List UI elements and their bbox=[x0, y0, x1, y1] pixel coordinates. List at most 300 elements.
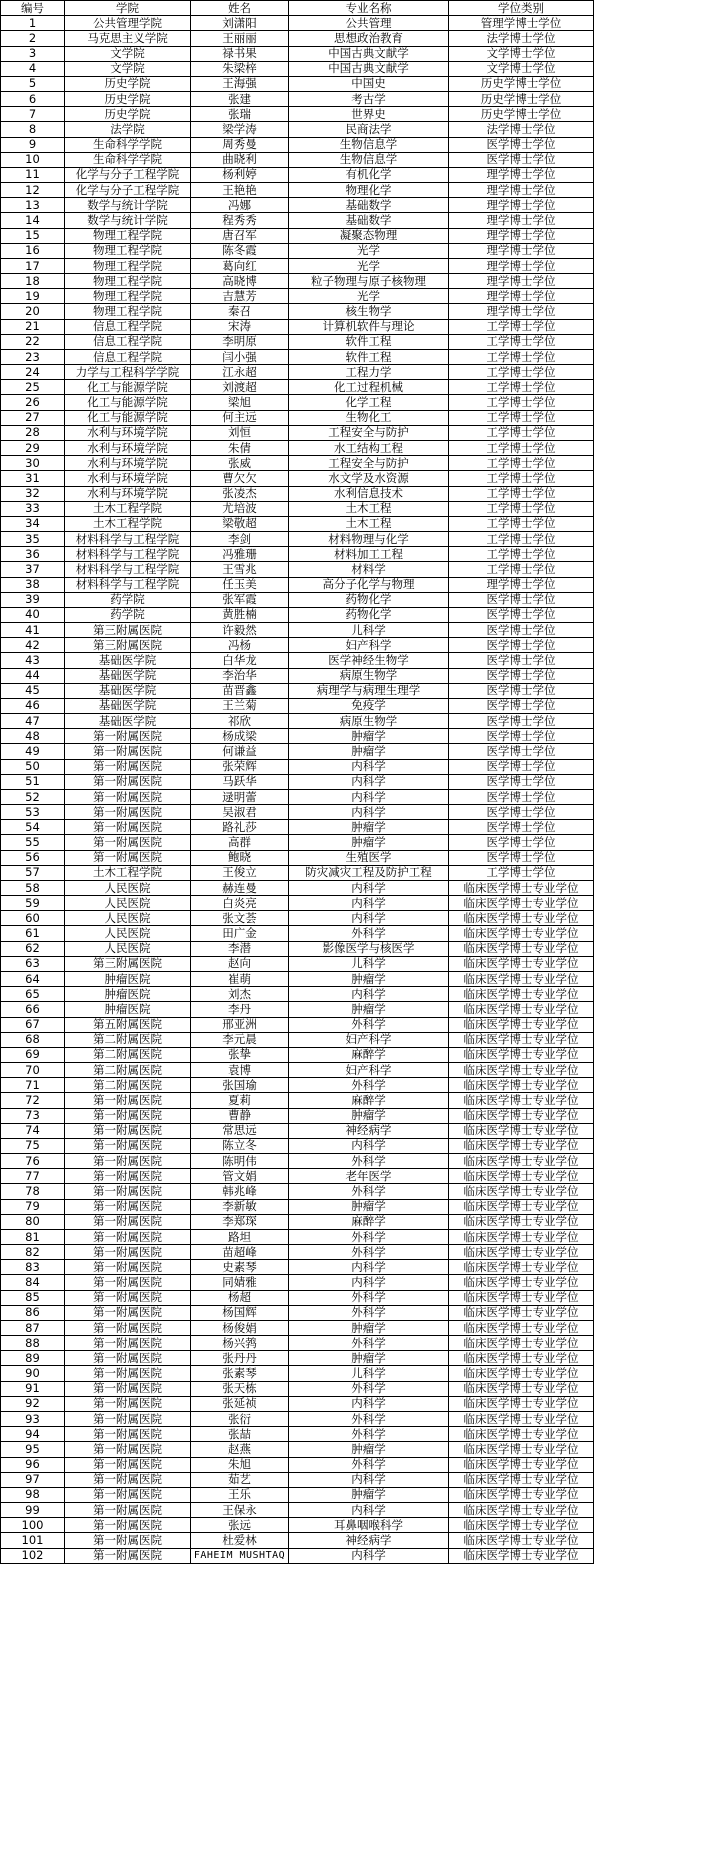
cell-degree-type: 工学博士学位 bbox=[449, 532, 594, 547]
cell-number: 33 bbox=[1, 501, 65, 516]
cell-major: 内科学 bbox=[289, 759, 449, 774]
cell-major: 高分子化学与物理 bbox=[289, 577, 449, 592]
cell-name: 朱梁梓 bbox=[191, 61, 289, 76]
table-row bbox=[1, 1290, 594, 1305]
table-row bbox=[1, 1138, 594, 1153]
cell-school: 第一附属医院 bbox=[65, 1351, 191, 1366]
cell-school: 第一附属医院 bbox=[65, 1396, 191, 1411]
cell-degree-type: 理学博士学位 bbox=[449, 213, 594, 228]
table-row bbox=[1, 107, 594, 122]
cell-degree-type: 临床医学博士专业学位 bbox=[449, 1154, 594, 1169]
cell-degree-type: 工学博士学位 bbox=[449, 456, 594, 471]
cell-degree-type: 文学博士学位 bbox=[449, 61, 594, 76]
table-body bbox=[1, 16, 594, 1564]
cell-school: 第一附属医院 bbox=[65, 744, 191, 759]
cell-name: 路坦 bbox=[191, 1229, 289, 1244]
cell-number: 31 bbox=[1, 471, 65, 486]
cell-name: 张军霞 bbox=[191, 592, 289, 607]
cell-major: 肿瘤学 bbox=[289, 1442, 449, 1457]
cell-degree-type: 工学博士学位 bbox=[449, 334, 594, 349]
cell-name: 刘恒 bbox=[191, 425, 289, 440]
cell-major: 病理学与病理生理学 bbox=[289, 683, 449, 698]
table-row bbox=[1, 380, 594, 395]
table-row bbox=[1, 698, 594, 713]
cell-school: 第一附属医院 bbox=[65, 820, 191, 835]
cell-degree-type: 理学博士学位 bbox=[449, 243, 594, 258]
cell-major: 肿瘤学 bbox=[289, 1320, 449, 1335]
cell-number: 36 bbox=[1, 547, 65, 562]
cell-school: 基础医学院 bbox=[65, 683, 191, 698]
cell-school: 第一附属医院 bbox=[65, 1320, 191, 1335]
cell-number: 65 bbox=[1, 987, 65, 1002]
cell-school: 生命科学学院 bbox=[65, 152, 191, 167]
cell-degree-type: 医学博士学位 bbox=[449, 789, 594, 804]
cell-name: 王雪兆 bbox=[191, 562, 289, 577]
cell-degree-type: 管理学博士学位 bbox=[449, 16, 594, 31]
cell-school: 物理工程学院 bbox=[65, 304, 191, 319]
cell-degree-type: 临床医学博士专业学位 bbox=[449, 1229, 594, 1244]
cell-number: 92 bbox=[1, 1396, 65, 1411]
cell-degree-type: 临床医学博士专业学位 bbox=[449, 1351, 594, 1366]
cell-name: 张凌杰 bbox=[191, 486, 289, 501]
table-row bbox=[1, 926, 594, 941]
cell-number: 19 bbox=[1, 289, 65, 304]
table-row bbox=[1, 501, 594, 516]
cell-degree-type: 临床医学博士专业学位 bbox=[449, 1199, 594, 1214]
cell-name: 程秀秀 bbox=[191, 213, 289, 228]
cell-degree-type: 医学博士学位 bbox=[449, 607, 594, 622]
cell-degree-type: 工学博士学位 bbox=[449, 562, 594, 577]
cell-number: 95 bbox=[1, 1442, 65, 1457]
table-row bbox=[1, 683, 594, 698]
table-row bbox=[1, 1123, 594, 1138]
cell-number: 91 bbox=[1, 1381, 65, 1396]
cell-major: 中国史 bbox=[289, 76, 449, 91]
table-row bbox=[1, 1093, 594, 1108]
cell-degree-type: 临床医学博士专业学位 bbox=[449, 956, 594, 971]
table-row bbox=[1, 319, 594, 334]
cell-number: 7 bbox=[1, 107, 65, 122]
cell-school: 化学与分子工程学院 bbox=[65, 183, 191, 198]
cell-degree-type: 工学博士学位 bbox=[449, 865, 594, 880]
table-row bbox=[1, 1169, 594, 1184]
table-row bbox=[1, 349, 594, 364]
cell-degree-type: 理学博士学位 bbox=[449, 258, 594, 273]
cell-major: 免疫学 bbox=[289, 698, 449, 713]
cell-name: 杨利婷 bbox=[191, 167, 289, 182]
cell-degree-type: 工学博士学位 bbox=[449, 440, 594, 455]
cell-school: 材料科学与工程学院 bbox=[65, 547, 191, 562]
cell-major: 儿科学 bbox=[289, 1366, 449, 1381]
cell-name: 赫连曼 bbox=[191, 880, 289, 895]
cell-major: 内科学 bbox=[289, 880, 449, 895]
cell-name: 张建 bbox=[191, 92, 289, 107]
cell-number: 34 bbox=[1, 516, 65, 531]
cell-name: 逯明蕾 bbox=[191, 789, 289, 804]
cell-name: 李明原 bbox=[191, 334, 289, 349]
cell-name: 管文娟 bbox=[191, 1169, 289, 1184]
cell-school: 人民医院 bbox=[65, 911, 191, 926]
cell-major: 生物信息学 bbox=[289, 152, 449, 167]
cell-school: 历史学院 bbox=[65, 76, 191, 91]
header-name: 姓名 bbox=[191, 1, 289, 16]
cell-major: 外科学 bbox=[289, 1457, 449, 1472]
cell-degree-type: 临床医学博士专业学位 bbox=[449, 880, 594, 895]
table-row bbox=[1, 714, 594, 729]
table-row bbox=[1, 1154, 594, 1169]
cell-major: 水利信息技术 bbox=[289, 486, 449, 501]
table-row bbox=[1, 274, 594, 289]
cell-degree-type: 临床医学博士专业学位 bbox=[449, 1457, 594, 1472]
cell-major: 材料学 bbox=[289, 562, 449, 577]
cell-name: 祁欣 bbox=[191, 714, 289, 729]
cell-number: 60 bbox=[1, 911, 65, 926]
cell-school: 人民医院 bbox=[65, 941, 191, 956]
cell-name: 张喆 bbox=[191, 1427, 289, 1442]
cell-number: 68 bbox=[1, 1032, 65, 1047]
cell-school: 第一附属医院 bbox=[65, 1457, 191, 1472]
cell-number: 55 bbox=[1, 835, 65, 850]
cell-degree-type: 理学博士学位 bbox=[449, 274, 594, 289]
cell-degree-type: 临床医学博士专业学位 bbox=[449, 1260, 594, 1275]
cell-number: 52 bbox=[1, 789, 65, 804]
cell-degree-type: 临床医学博士专业学位 bbox=[449, 896, 594, 911]
cell-name: 苗晋鑫 bbox=[191, 683, 289, 698]
cell-school: 第一附属医院 bbox=[65, 1138, 191, 1153]
cell-school: 历史学院 bbox=[65, 107, 191, 122]
cell-major: 工程力学 bbox=[289, 365, 449, 380]
cell-number: 15 bbox=[1, 228, 65, 243]
cell-school: 公共管理学院 bbox=[65, 16, 191, 31]
cell-school: 土木工程学院 bbox=[65, 865, 191, 880]
cell-degree-type: 医学博士学位 bbox=[449, 820, 594, 835]
cell-name: 常思远 bbox=[191, 1123, 289, 1138]
cell-school: 第二附属医院 bbox=[65, 1078, 191, 1093]
table-row bbox=[1, 228, 594, 243]
cell-name: 葛向红 bbox=[191, 258, 289, 273]
cell-degree-type: 医学博士学位 bbox=[449, 698, 594, 713]
cell-school: 第一附属医院 bbox=[65, 1093, 191, 1108]
table-row bbox=[1, 972, 594, 987]
cell-number: 9 bbox=[1, 137, 65, 152]
cell-degree-type: 工学博士学位 bbox=[449, 395, 594, 410]
cell-degree-type: 临床医学博士专业学位 bbox=[449, 1381, 594, 1396]
cell-degree-type: 医学博士学位 bbox=[449, 714, 594, 729]
cell-number: 1 bbox=[1, 16, 65, 31]
header-degree-type: 学位类别 bbox=[449, 1, 594, 16]
cell-name: 陈立冬 bbox=[191, 1138, 289, 1153]
cell-school: 肿瘤医院 bbox=[65, 1002, 191, 1017]
cell-name: 同婧雅 bbox=[191, 1275, 289, 1290]
cell-major: 外科学 bbox=[289, 1427, 449, 1442]
table-row bbox=[1, 334, 594, 349]
cell-name: 张素琴 bbox=[191, 1366, 289, 1381]
table-row bbox=[1, 1503, 594, 1518]
cell-major: 外科学 bbox=[289, 1411, 449, 1426]
cell-school: 化工与能源学院 bbox=[65, 395, 191, 410]
cell-school: 第一附属医院 bbox=[65, 1427, 191, 1442]
cell-number: 93 bbox=[1, 1411, 65, 1426]
cell-school: 药学院 bbox=[65, 592, 191, 607]
cell-name: 刘潇阳 bbox=[191, 16, 289, 31]
table-row bbox=[1, 1472, 594, 1487]
cell-major: 耳鼻咽喉科学 bbox=[289, 1518, 449, 1533]
cell-major: 药物化学 bbox=[289, 592, 449, 607]
cell-number: 66 bbox=[1, 1002, 65, 1017]
cell-name: 曲晓利 bbox=[191, 152, 289, 167]
cell-school: 信息工程学院 bbox=[65, 319, 191, 334]
cell-school: 法学院 bbox=[65, 122, 191, 137]
table-row bbox=[1, 835, 594, 850]
cell-name: 陈冬霞 bbox=[191, 243, 289, 258]
table-row bbox=[1, 789, 594, 804]
table-row bbox=[1, 1305, 594, 1320]
cell-major: 土木工程 bbox=[289, 501, 449, 516]
cell-name: 朱旭 bbox=[191, 1457, 289, 1472]
table-row bbox=[1, 729, 594, 744]
cell-school: 第一附属医院 bbox=[65, 1290, 191, 1305]
cell-number: 74 bbox=[1, 1123, 65, 1138]
cell-major: 工程安全与防护 bbox=[289, 456, 449, 471]
cell-degree-type: 工学博士学位 bbox=[449, 547, 594, 562]
cell-major: 考古学 bbox=[289, 92, 449, 107]
cell-name: 张天栋 bbox=[191, 1381, 289, 1396]
cell-degree-type: 工学博士学位 bbox=[449, 365, 594, 380]
cell-major: 内科学 bbox=[289, 1472, 449, 1487]
table-row bbox=[1, 258, 594, 273]
cell-degree-type: 历史学博士学位 bbox=[449, 76, 594, 91]
table-row bbox=[1, 1518, 594, 1533]
cell-degree-type: 医学博士学位 bbox=[449, 744, 594, 759]
cell-degree-type: 医学博士学位 bbox=[449, 592, 594, 607]
cell-school: 信息工程学院 bbox=[65, 349, 191, 364]
cell-major: 光学 bbox=[289, 243, 449, 258]
cell-name: 冯娜 bbox=[191, 198, 289, 213]
table-row bbox=[1, 425, 594, 440]
cell-school: 第三附属医院 bbox=[65, 638, 191, 653]
cell-major: 内科学 bbox=[289, 987, 449, 1002]
cell-school: 第一附属医院 bbox=[65, 1533, 191, 1548]
cell-major: 肿瘤学 bbox=[289, 1199, 449, 1214]
cell-number: 38 bbox=[1, 577, 65, 592]
cell-number: 21 bbox=[1, 319, 65, 334]
cell-major: 内科学 bbox=[289, 1396, 449, 1411]
cell-name: 李郑琛 bbox=[191, 1214, 289, 1229]
cell-school: 基础医学院 bbox=[65, 668, 191, 683]
table-header-row bbox=[1, 1, 594, 16]
cell-name: 高晓博 bbox=[191, 274, 289, 289]
cell-school: 土木工程学院 bbox=[65, 516, 191, 531]
cell-degree-type: 临床医学博士专业学位 bbox=[449, 1017, 594, 1032]
table-row bbox=[1, 167, 594, 182]
cell-major: 材料物理与化学 bbox=[289, 532, 449, 547]
cell-number: 67 bbox=[1, 1017, 65, 1032]
cell-number: 78 bbox=[1, 1184, 65, 1199]
cell-major: 外科学 bbox=[289, 1229, 449, 1244]
cell-degree-type: 临床医学博士专业学位 bbox=[449, 1275, 594, 1290]
cell-school: 第一附属医院 bbox=[65, 1548, 191, 1563]
cell-number: 6 bbox=[1, 92, 65, 107]
cell-degree-type: 临床医学博士专业学位 bbox=[449, 1472, 594, 1487]
cell-degree-type: 文学博士学位 bbox=[449, 46, 594, 61]
cell-number: 64 bbox=[1, 972, 65, 987]
cell-name: 张文荟 bbox=[191, 911, 289, 926]
table-row bbox=[1, 289, 594, 304]
cell-name: 曹欠欠 bbox=[191, 471, 289, 486]
cell-school: 第二附属医院 bbox=[65, 1063, 191, 1078]
cell-major: 内科学 bbox=[289, 1503, 449, 1518]
cell-major: 肿瘤学 bbox=[289, 1351, 449, 1366]
cell-major: 物理化学 bbox=[289, 183, 449, 198]
cell-school: 第一附属医院 bbox=[65, 1442, 191, 1457]
cell-name: 白华龙 bbox=[191, 653, 289, 668]
table-row bbox=[1, 623, 594, 638]
cell-name: 史素琴 bbox=[191, 1260, 289, 1275]
cell-name: 李元晨 bbox=[191, 1032, 289, 1047]
cell-degree-type: 医学博士学位 bbox=[449, 850, 594, 865]
cell-name: 茹艺 bbox=[191, 1472, 289, 1487]
cell-degree-type: 法学博士学位 bbox=[449, 31, 594, 46]
cell-degree-type: 理学博士学位 bbox=[449, 167, 594, 182]
cell-school: 物理工程学院 bbox=[65, 258, 191, 273]
table-row bbox=[1, 941, 594, 956]
cell-major: 化学工程 bbox=[289, 395, 449, 410]
header-major: 专业名称 bbox=[289, 1, 449, 16]
cell-school: 第一附属医院 bbox=[65, 1214, 191, 1229]
cell-number: 58 bbox=[1, 880, 65, 895]
cell-number: 32 bbox=[1, 486, 65, 501]
cell-name: 张延祯 bbox=[191, 1396, 289, 1411]
cell-major: 内科学 bbox=[289, 1138, 449, 1153]
cell-number: 63 bbox=[1, 956, 65, 971]
cell-degree-type: 工学博士学位 bbox=[449, 516, 594, 531]
cell-name: 杨兴鹁 bbox=[191, 1336, 289, 1351]
cell-school: 第一附属医院 bbox=[65, 789, 191, 804]
cell-major: 防灾减灾工程及防护工程 bbox=[289, 865, 449, 880]
cell-major: 内科学 bbox=[289, 1548, 449, 1563]
cell-degree-type: 临床医学博士专业学位 bbox=[449, 1518, 594, 1533]
cell-number: 12 bbox=[1, 183, 65, 198]
cell-number: 94 bbox=[1, 1427, 65, 1442]
cell-school: 数学与统计学院 bbox=[65, 198, 191, 213]
cell-name: 张威 bbox=[191, 456, 289, 471]
cell-degree-type: 工学博士学位 bbox=[449, 501, 594, 516]
cell-school: 基础医学院 bbox=[65, 653, 191, 668]
cell-school: 水利与环境学院 bbox=[65, 456, 191, 471]
cell-school: 第一附属医院 bbox=[65, 1123, 191, 1138]
cell-name: 曹静 bbox=[191, 1108, 289, 1123]
cell-major: 内科学 bbox=[289, 774, 449, 789]
table-row bbox=[1, 516, 594, 531]
cell-school: 人民医院 bbox=[65, 880, 191, 895]
cell-school: 第一附属医院 bbox=[65, 759, 191, 774]
table-row bbox=[1, 440, 594, 455]
cell-number: 48 bbox=[1, 729, 65, 744]
cell-school: 材料科学与工程学院 bbox=[65, 532, 191, 547]
cell-degree-type: 工学博士学位 bbox=[449, 486, 594, 501]
cell-major: 粒子物理与原子核物理 bbox=[289, 274, 449, 289]
cell-number: 22 bbox=[1, 334, 65, 349]
cell-name: 邢亚洲 bbox=[191, 1017, 289, 1032]
cell-number: 62 bbox=[1, 941, 65, 956]
cell-number: 57 bbox=[1, 865, 65, 880]
cell-major: 民商法学 bbox=[289, 122, 449, 137]
cell-school: 数学与统计学院 bbox=[65, 213, 191, 228]
cell-name: 杜爱林 bbox=[191, 1533, 289, 1548]
table-row bbox=[1, 956, 594, 971]
cell-major: 思想政治教育 bbox=[289, 31, 449, 46]
cell-school: 第一附属医院 bbox=[65, 1154, 191, 1169]
cell-name: 梁敬超 bbox=[191, 516, 289, 531]
cell-number: 81 bbox=[1, 1229, 65, 1244]
cell-degree-type: 历史学博士学位 bbox=[449, 92, 594, 107]
cell-major: 世界史 bbox=[289, 107, 449, 122]
cell-major: 妇产科学 bbox=[289, 638, 449, 653]
cell-school: 第一附属医院 bbox=[65, 1108, 191, 1123]
cell-school: 第一附属医院 bbox=[65, 1472, 191, 1487]
header-number: 编号 bbox=[1, 1, 65, 16]
cell-major: 化工过程机械 bbox=[289, 380, 449, 395]
cell-school: 第一附属医院 bbox=[65, 1381, 191, 1396]
cell-name: 袁博 bbox=[191, 1063, 289, 1078]
cell-school: 第一附属医院 bbox=[65, 1260, 191, 1275]
cell-school: 物理工程学院 bbox=[65, 274, 191, 289]
cell-major: 基础数学 bbox=[289, 198, 449, 213]
cell-name: 尤培波 bbox=[191, 501, 289, 516]
cell-school: 肿瘤医院 bbox=[65, 987, 191, 1002]
cell-number: 69 bbox=[1, 1047, 65, 1062]
cell-name: 陈明伟 bbox=[191, 1154, 289, 1169]
cell-major: 工程安全与防护 bbox=[289, 425, 449, 440]
cell-number: 26 bbox=[1, 395, 65, 410]
table-row bbox=[1, 911, 594, 926]
cell-number: 18 bbox=[1, 274, 65, 289]
cell-degree-type: 临床医学博士专业学位 bbox=[449, 1184, 594, 1199]
cell-name: 苗超峰 bbox=[191, 1245, 289, 1260]
cell-major: 光学 bbox=[289, 289, 449, 304]
cell-number: 98 bbox=[1, 1487, 65, 1502]
table-row bbox=[1, 1548, 594, 1563]
cell-number: 35 bbox=[1, 532, 65, 547]
cell-name: 冯雅珊 bbox=[191, 547, 289, 562]
cell-name: 宋涛 bbox=[191, 319, 289, 334]
cell-number: 88 bbox=[1, 1336, 65, 1351]
cell-name: 王保永 bbox=[191, 1503, 289, 1518]
table-row bbox=[1, 1457, 594, 1472]
cell-name: 高群 bbox=[191, 835, 289, 850]
cell-number: 61 bbox=[1, 926, 65, 941]
cell-school: 力学与工程科学学院 bbox=[65, 365, 191, 380]
cell-degree-type: 临床医学博士专业学位 bbox=[449, 1123, 594, 1138]
table-row bbox=[1, 1411, 594, 1426]
cell-name: 田广金 bbox=[191, 926, 289, 941]
table-row bbox=[1, 1047, 594, 1062]
cell-name: 王乐 bbox=[191, 1487, 289, 1502]
cell-name: 闫小强 bbox=[191, 349, 289, 364]
cell-major: 外科学 bbox=[289, 1154, 449, 1169]
cell-major: 软件工程 bbox=[289, 334, 449, 349]
table-row bbox=[1, 1396, 594, 1411]
cell-name: 李新敏 bbox=[191, 1199, 289, 1214]
table-row bbox=[1, 562, 594, 577]
table-row bbox=[1, 1275, 594, 1290]
table-row bbox=[1, 213, 594, 228]
cell-school: 药学院 bbox=[65, 607, 191, 622]
cell-school: 土木工程学院 bbox=[65, 501, 191, 516]
cell-number: 79 bbox=[1, 1199, 65, 1214]
cell-degree-type: 临床医学博士专业学位 bbox=[449, 1245, 594, 1260]
cell-degree-type: 医学博士学位 bbox=[449, 668, 594, 683]
